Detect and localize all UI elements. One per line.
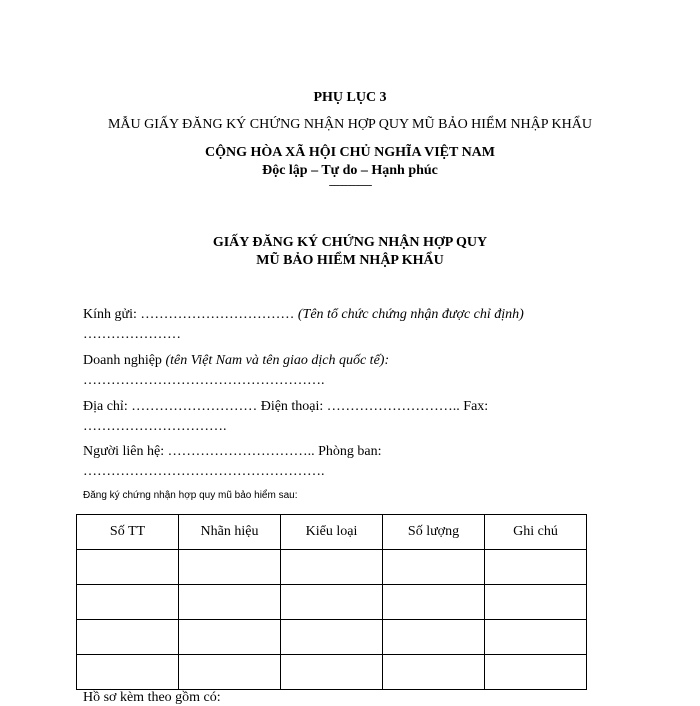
table-cell: [383, 585, 485, 620]
form-title-line1: GIẤY ĐĂNG KÝ CHỨNG NHẬN HỢP QUY: [212, 235, 488, 250]
table-row: [77, 550, 587, 585]
table-cell: [179, 550, 281, 585]
doanh-nghiep-continuation: …………………………………………….: [83, 373, 325, 388]
table-cell: [383, 655, 485, 690]
table-cell: [485, 550, 587, 585]
table-cell: [281, 550, 383, 585]
table-header-row: [77, 515, 587, 550]
table-row: [77, 585, 587, 620]
table-cell: [77, 620, 179, 655]
table-cell: [485, 655, 587, 690]
header-ghi-chu: Ghi chú: [485, 515, 587, 550]
appendix-subtitle: MẪU GIẤY ĐĂNG KÝ CHỨNG NHẬN HỢP QUY MŨ BẢO HIỂM NHẬP KHẨU: [107, 117, 592, 132]
table-cell: [77, 550, 179, 585]
header-so-tt: Số TT: [77, 515, 179, 550]
table-cell: [179, 655, 281, 690]
dia-chi-line: Địa chỉ: ……………………… Điện thoại: ……………………….. Fax:: [83, 399, 489, 414]
kinh-gui-note: (Tên tổ chức chứng nhận được chỉ định): [297, 307, 524, 322]
table-cell: [77, 655, 179, 690]
table-cell: [281, 585, 383, 620]
kinh-gui-line: [83, 307, 524, 323]
table-cell: [281, 655, 383, 690]
doanh-nghiep-note: (tên Việt Nam và tên giao dịch quốc tế):: [165, 353, 390, 368]
table-cell: [485, 620, 587, 655]
table-cell: [179, 620, 281, 655]
motto-separator: ----------------: [328, 179, 372, 191]
header-nhan-hieu: Nhãn hiệu: [179, 515, 281, 550]
table-cell: [485, 585, 587, 620]
table-cell: [383, 550, 485, 585]
attachments-line: Hồ sơ kèm theo gồm có:: [83, 690, 221, 705]
registration-table: [76, 514, 587, 690]
dia-chi-continuation: ………………………….: [83, 419, 227, 434]
table-cell: [281, 620, 383, 655]
table-cell: [179, 585, 281, 620]
table-cell: [383, 620, 485, 655]
header-so-luong: Số lượng: [383, 515, 485, 550]
register-note: Đăng ký chứng nhận hợp quy mũ bảo hiểm sau:: [83, 490, 298, 501]
kinh-gui-continuation: …………………: [83, 327, 181, 342]
table-cell: [77, 585, 179, 620]
nguoi-lien-he-line: Người liên hệ: ………………………….. Phòng ban:: [83, 444, 382, 459]
kinh-gui-label: Kính gửi: ……………………………: [83, 307, 295, 322]
nguoi-lien-he-continuation: …………………………………………….: [83, 464, 325, 479]
form-title-line2: MŨ BẢO HIỂM NHẬP KHẨU: [256, 253, 444, 268]
country-name: CỘNG HÒA XÃ HỘI CHỦ NGHĨA VIỆT NAM: [204, 145, 495, 160]
appendix-heading: PHỤ LỤC 3: [313, 90, 387, 105]
doanh-nghiep-label: Doanh nghiệp: [83, 353, 162, 368]
header-kieu-loai: Kiểu loại: [281, 515, 383, 550]
table-row: [77, 655, 587, 690]
table-row: [77, 620, 587, 655]
doanh-nghiep-line: [83, 353, 389, 369]
national-motto: Độc lập – Tự do – Hạnh phúc: [262, 163, 438, 178]
